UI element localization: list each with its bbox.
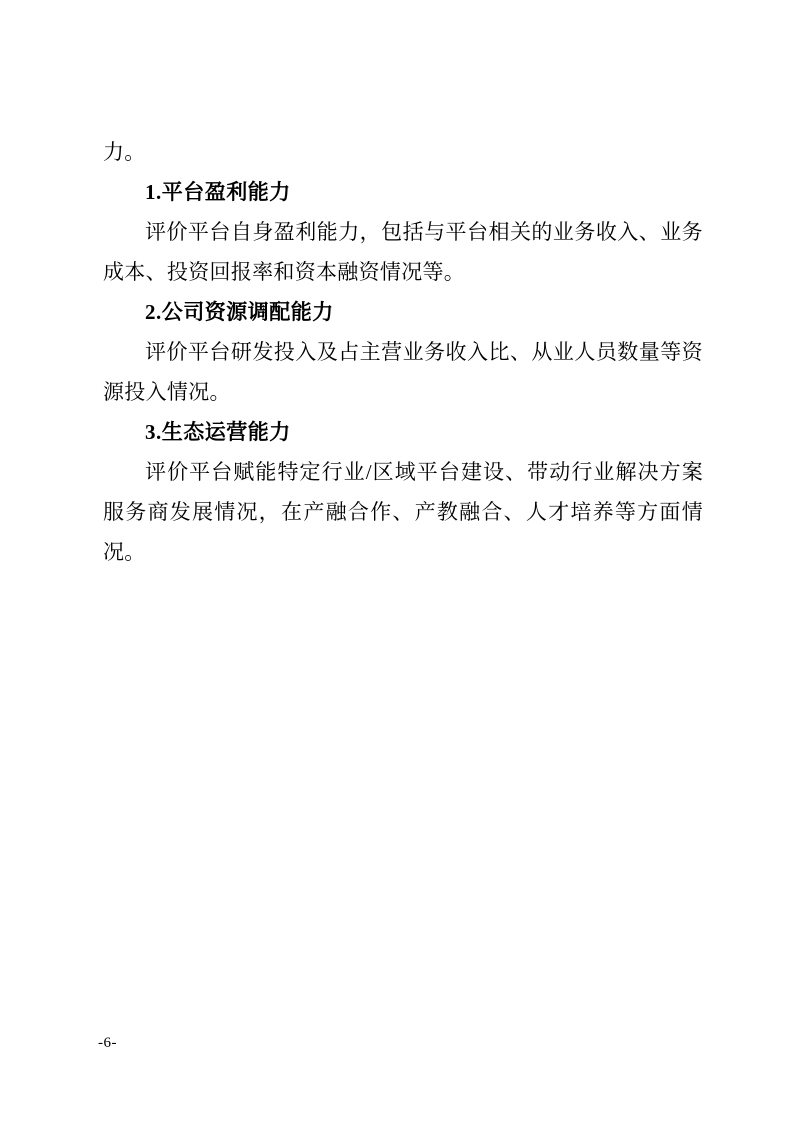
paragraph-company-resource-allocation: 评价平台研发投入及占主营业务收入比、从业人员数量等资源投入情况。 bbox=[103, 340, 703, 404]
paragraph-ecosystem-operation: 评价平台赋能特定行业/区域平台建设、带动行业解决方案服务商发展情况，在产融合作、产教融合、人才培养等方面情况。 bbox=[103, 460, 703, 564]
paragraph-continuation: 力。 bbox=[103, 140, 146, 164]
heading-ecosystem-operation: 3.生态运营能力 bbox=[145, 420, 291, 444]
paragraph-platform-profitability: 评价平台自身盈利能力，包括与平台相关的业务收入、业务成本、投资回报率和资本融资情况等。 bbox=[103, 220, 703, 284]
page-number: -6- bbox=[98, 1035, 117, 1051]
heading-platform-profitability: 1.平台盈利能力 bbox=[145, 180, 291, 204]
document-body bbox=[103, 132, 703, 572]
heading-company-resource-allocation: 2.公司资源调配能力 bbox=[145, 300, 334, 324]
